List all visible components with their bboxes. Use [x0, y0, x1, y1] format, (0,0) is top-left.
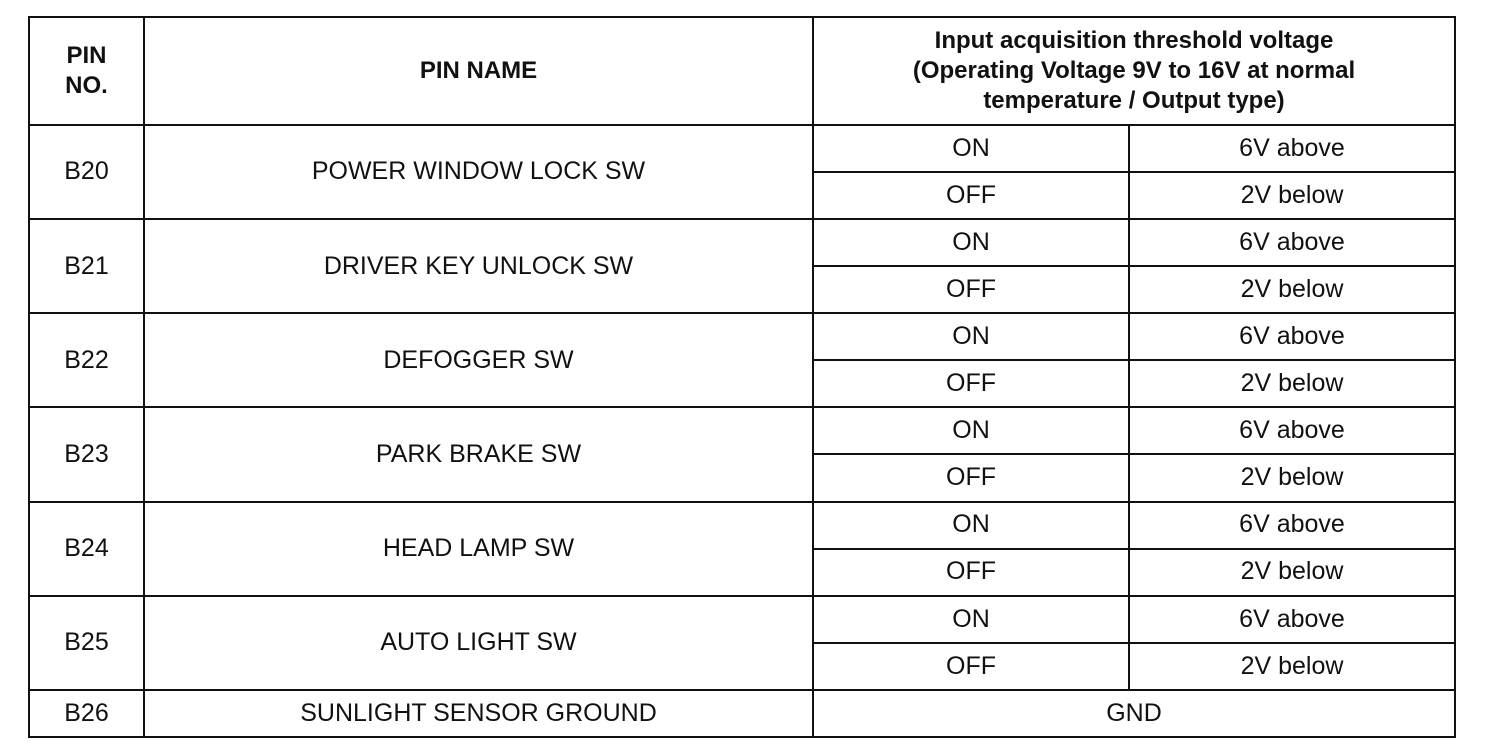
pin-number-cell: B26	[29, 690, 144, 737]
table-row	[29, 219, 1455, 266]
voltage-off-cell: 2V below	[1129, 454, 1455, 501]
pin-number-cell: B23	[29, 407, 144, 501]
state-off-cell: OFF	[813, 360, 1129, 407]
state-off-cell: OFF	[813, 454, 1129, 501]
pin-name-cell: SUNLIGHT SENSOR GROUND	[144, 690, 813, 737]
threshold-header-line3: temperature / Output type)	[983, 87, 1285, 114]
voltage-on-cell: 6V above	[1129, 125, 1455, 172]
pin-no-header	[29, 17, 144, 125]
table-body	[29, 125, 1455, 737]
voltage-off-cell: 2V below	[1129, 643, 1455, 690]
state-off-cell: OFF	[813, 643, 1129, 690]
state-on-cell: ON	[813, 219, 1129, 266]
pin-number-cell: B20	[29, 125, 144, 219]
threshold-header-line2: (Operating Voltage 9V to 16V at normal	[912, 57, 1356, 84]
pin-name-cell: PARK BRAKE SW	[144, 407, 813, 501]
pin-threshold-table	[28, 16, 1456, 738]
voltage-off-cell: 2V below	[1129, 360, 1455, 407]
state-on-cell: ON	[813, 407, 1129, 454]
pin-name-cell: POWER WINDOW LOCK SW	[144, 125, 813, 219]
table-row	[29, 125, 1455, 172]
pin-name-cell: DEFOGGER SW	[144, 313, 813, 407]
state-on-cell: ON	[813, 313, 1129, 360]
voltage-off-cell: 2V below	[1129, 172, 1455, 219]
pin-name-cell: HEAD LAMP SW	[144, 502, 813, 596]
table-header-row	[29, 17, 1455, 125]
voltage-on-cell: 6V above	[1129, 502, 1455, 549]
table-row	[29, 596, 1455, 643]
gnd-value-cell: GND	[813, 690, 1455, 737]
pin-number-cell: B22	[29, 313, 144, 407]
state-on-cell: ON	[813, 502, 1129, 549]
pin-no-header-line1: PIN	[66, 42, 107, 69]
voltage-on-cell: 6V above	[1129, 407, 1455, 454]
pin-no-header-line2: NO.	[65, 72, 108, 99]
voltage-on-cell: 6V above	[1129, 219, 1455, 266]
voltage-off-cell: 2V below	[1129, 266, 1455, 313]
table-row-gnd	[29, 690, 1455, 737]
voltage-on-cell: 6V above	[1129, 313, 1455, 360]
table-row	[29, 313, 1455, 360]
pin-name-cell: AUTO LIGHT SW	[144, 596, 813, 690]
pin-number-cell: B25	[29, 596, 144, 690]
pin-name-cell: DRIVER KEY UNLOCK SW	[144, 219, 813, 313]
state-off-cell: OFF	[813, 172, 1129, 219]
threshold-header-line1: Input acquisition threshold voltage	[934, 27, 1334, 54]
state-off-cell: OFF	[813, 549, 1129, 596]
table-row	[29, 502, 1455, 549]
pin-number-cell: B21	[29, 219, 144, 313]
state-on-cell: ON	[813, 596, 1129, 643]
pin-name-header: PIN NAME	[144, 17, 813, 125]
voltage-off-cell: 2V below	[1129, 549, 1455, 596]
table-row	[29, 407, 1455, 454]
threshold-header	[813, 17, 1455, 125]
state-off-cell: OFF	[813, 266, 1129, 313]
pin-number-cell: B24	[29, 502, 144, 596]
state-on-cell: ON	[813, 125, 1129, 172]
voltage-on-cell: 6V above	[1129, 596, 1455, 643]
